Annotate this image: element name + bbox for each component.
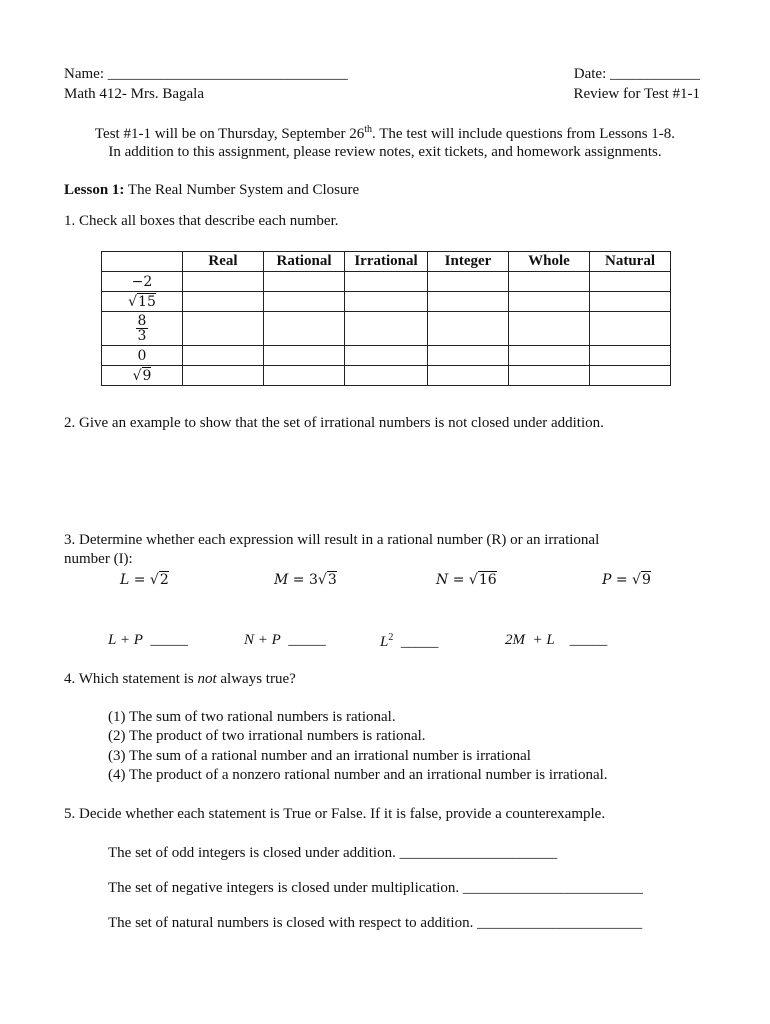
checkbox-cell[interactable] (345, 312, 428, 346)
date-field-label: Date: ____________ (573, 66, 700, 82)
checkbox-cell[interactable] (428, 292, 509, 312)
checkbox-cell[interactable] (345, 292, 428, 312)
table-row (102, 292, 671, 312)
name-field-label: Name: ________________________________ (64, 66, 348, 82)
question-2-prompt: 2. Give an example to show that the set of irrational numbers is not closed under addition. (64, 415, 604, 431)
definition-L (120, 572, 169, 588)
checkbox-cell[interactable] (183, 272, 264, 292)
row-label-eight-thirds (102, 312, 183, 346)
number-classification-table (101, 251, 671, 386)
lesson-label: Lesson 1: (64, 182, 125, 198)
question-3-prompt-line-1: 3. Determine whether each expression will result in a rational number (R) or an irrational (64, 532, 600, 548)
row-label-negative-two: −2 (102, 272, 183, 292)
checkbox-cell[interactable] (509, 346, 590, 366)
expression-1 (108, 632, 188, 649)
radicand: 3 (327, 572, 337, 588)
fraction-numerator: 8 (137, 312, 147, 329)
radicand: 9 (641, 572, 651, 588)
variable-M: M (274, 572, 289, 588)
question-5-statement-2[interactable]: The set of negative integers is closed under multiplication. ________________________ (108, 880, 643, 896)
expression-text: L + P (108, 632, 143, 648)
column-header-real: Real (183, 252, 264, 272)
radicand: 2 (159, 572, 169, 588)
expression-exponent: 2 (388, 632, 394, 643)
expression-text: 2M + L (505, 632, 555, 648)
checkbox-cell[interactable] (345, 346, 428, 366)
checkbox-cell[interactable] (264, 366, 345, 386)
fraction-denominator: 3 (137, 327, 147, 344)
checkbox-cell[interactable] (183, 312, 264, 346)
expression-4 (505, 632, 607, 649)
question-4-option-3[interactable]: (3) The sum of a rational number and an irrational number is irrational (108, 748, 531, 764)
question-4-option-4[interactable]: (4) The product of a nonzero rational number and an irrational number is irrational. (108, 767, 608, 783)
checkbox-cell[interactable] (590, 346, 671, 366)
answer-blank[interactable]: _____ (569, 632, 608, 648)
checkbox-cell[interactable] (590, 272, 671, 292)
expression-text: L (380, 634, 389, 650)
expression-2 (244, 632, 326, 649)
radical-sign: √ (128, 293, 138, 310)
checkbox-cell[interactable] (264, 346, 345, 366)
question-1-prompt: 1. Check all boxes that describe each number. (64, 213, 339, 229)
expression-3 (380, 632, 438, 651)
intro-text-b: . The test will include questions from Lessons 1-8. (372, 126, 676, 142)
checkbox-cell[interactable] (345, 272, 428, 292)
radicand: 9 (142, 367, 152, 384)
table-header-row (102, 252, 671, 272)
checkbox-cell[interactable] (264, 292, 345, 312)
checkbox-cell[interactable] (428, 272, 509, 292)
question-5-prompt: 5. Decide whether each statement is True or False. If it is false, provide a counterexample. (64, 806, 606, 822)
equals-radical: = 3√ (288, 572, 327, 588)
checkbox-cell[interactable] (509, 366, 590, 386)
checkbox-cell[interactable] (509, 292, 590, 312)
question-4-prompt (64, 671, 296, 688)
radicand: 16 (478, 572, 497, 588)
row-label-sqrt-15 (102, 292, 183, 312)
checkbox-cell[interactable] (264, 312, 345, 346)
checkbox-cell[interactable] (264, 272, 345, 292)
checkbox-cell[interactable] (428, 312, 509, 346)
course-title: Math 412- Mrs. Bagala (64, 86, 204, 102)
definition-P (602, 572, 651, 588)
intro-text-a: Test #1-1 will be on Thursday, September 26 (94, 126, 365, 142)
question-2-answer-area[interactable] (64, 440, 704, 520)
question-4-option-1[interactable]: (1) The sum of two rational numbers is rational. (108, 709, 396, 725)
row-label-sqrt-9 (102, 366, 183, 386)
definition-M (274, 572, 337, 588)
variable-P: P (602, 572, 612, 588)
column-header-rational: Rational (264, 252, 345, 272)
variable-N: N (436, 572, 449, 588)
review-title: Review for Test #1-1 (573, 86, 700, 102)
checkbox-cell[interactable] (183, 366, 264, 386)
answer-blank[interactable]: _____ (400, 634, 439, 650)
checkbox-cell[interactable] (509, 312, 590, 346)
checkbox-cell[interactable] (345, 366, 428, 386)
answer-blank[interactable]: _____ (150, 632, 188, 648)
lesson-title: The Real Number System and Closure (127, 182, 360, 198)
expression-text: N + P (244, 632, 281, 648)
question-3-prompt-line-2: number (I): (64, 551, 133, 567)
equals-radical: = √ (448, 572, 478, 588)
column-header-natural: Natural (590, 252, 671, 272)
equals-radical: = √ (611, 572, 641, 588)
checkbox-cell[interactable] (428, 366, 509, 386)
intro-line-1 (0, 124, 770, 143)
prompt-emphasis: not (197, 671, 217, 687)
table-corner-cell (102, 252, 183, 272)
equals-radical: = √ (129, 572, 159, 588)
question-5-statement-1[interactable]: The set of odd integers is closed under addition. _____________________ (108, 845, 558, 861)
table-row (102, 272, 671, 292)
column-header-integer: Integer (428, 252, 509, 272)
question-5-statement-3[interactable]: The set of natural numbers is closed with respect to addition. ______________________ (108, 915, 643, 931)
column-header-irrational: Irrational (345, 252, 428, 272)
checkbox-cell[interactable] (183, 292, 264, 312)
prompt-text-a: 4. Which statement is (64, 671, 198, 687)
column-header-whole: Whole (509, 252, 590, 272)
question-4-option-2[interactable]: (2) The product of two irrational numbers is rational. (108, 728, 426, 744)
intro-line-2: In addition to this assignment, please review notes, exit tickets, and homework assignments. (108, 144, 662, 160)
fraction (136, 314, 149, 343)
radicand: 15 (138, 293, 156, 310)
answer-blank[interactable]: _____ (288, 632, 326, 648)
checkbox-cell[interactable] (590, 292, 671, 312)
prompt-text-b: always true? (216, 671, 296, 687)
lesson-heading (64, 182, 359, 199)
definition-N (436, 572, 497, 588)
table-row (102, 346, 671, 366)
table-row (102, 312, 671, 346)
intro-superscript: th (364, 124, 373, 135)
checkbox-cell[interactable] (509, 272, 590, 292)
variable-L: L (120, 572, 130, 588)
checkbox-cell[interactable] (590, 366, 671, 386)
radical-sign: √ (132, 367, 142, 384)
table-row (102, 366, 671, 386)
checkbox-cell[interactable] (428, 346, 509, 366)
row-label-zero: 0 (102, 346, 183, 366)
checkbox-cell[interactable] (183, 346, 264, 366)
checkbox-cell[interactable] (590, 312, 671, 346)
